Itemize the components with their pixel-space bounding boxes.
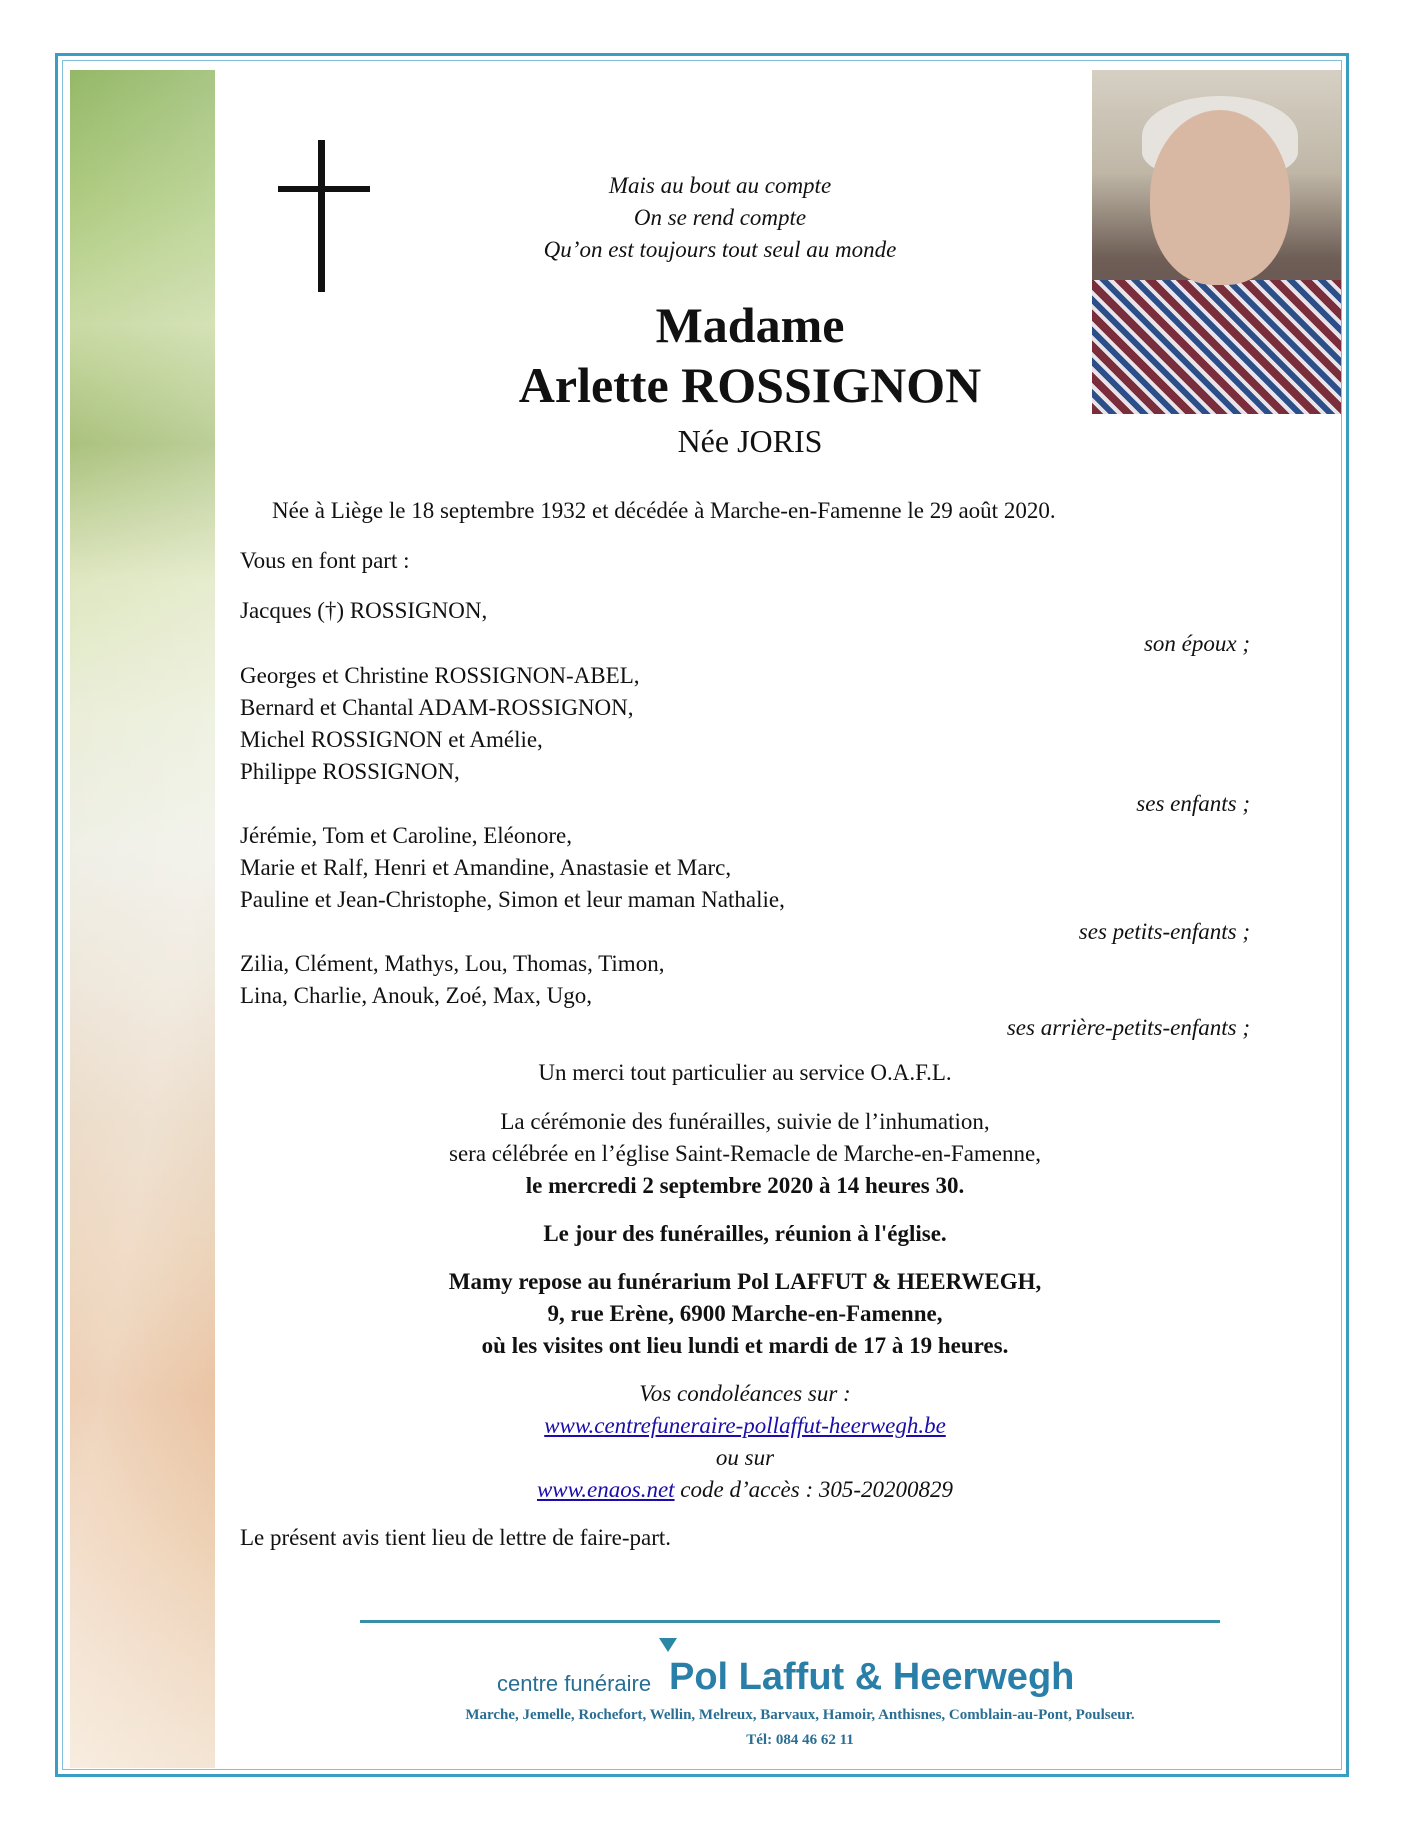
family-name: Georges et Christine ROSSIGNON-ABEL,: [240, 663, 640, 688]
quote-line: Qu’on est toujours tout seul au monde: [543, 237, 897, 262]
birth-death-line: Née à Liège le 18 septembre 1932 et décédée à Marche-en-Famenne le 29 août 2020.: [272, 498, 1056, 523]
ceremony-line: La cérémonie des funérailles, suivie de l’inhumation,: [500, 1109, 990, 1134]
quote-line: Mais au bout au compte: [608, 173, 832, 198]
condolences-label: Vos condoléances sur :: [639, 1381, 851, 1406]
family-name: Philippe ROSSIGNON,: [240, 759, 460, 784]
logo-big-text: Pol Laffut & Heerwegh: [669, 1656, 1075, 1698]
family-name: Lina, Charlie, Anouk, Zoé, Max, Ugo,: [240, 983, 592, 1008]
maiden-name: Née JORIS: [677, 423, 823, 459]
children-block: [240, 660, 1250, 788]
great-grandchildren-block: [240, 948, 1250, 1012]
ceremony-line: sera célébrée en l’église Saint-Remacle de Marche-en-Famenne,: [449, 1141, 1041, 1166]
deceased-name: [300, 295, 1200, 415]
family-name: Pauline et Jean-Christophe, Simon et leur maman Nathalie,: [240, 887, 785, 912]
meeting-note: Le jour des funérailles, réunion à l'église.: [543, 1221, 947, 1246]
or-label: ou sur: [715, 1445, 775, 1470]
thanks: Un merci tout particulier au service O.A.F.L.: [538, 1060, 952, 1085]
family-name: Zilia, Clément, Mathys, Lou, Thomas, Timon,: [240, 951, 665, 976]
ceremony-date: le mercredi 2 septembre 2020 à 14 heures 30.: [525, 1173, 965, 1198]
funeral-home-link[interactable]: www.centrefuneraire-pollaffut-heerwegh.be: [544, 1413, 946, 1438]
forest-path-image: [70, 70, 215, 1768]
triangle-marker-icon: [659, 1638, 677, 1652]
title-line: Madame: [655, 297, 845, 353]
funerarium-block: [240, 1266, 1250, 1362]
family-role: son époux ;: [1143, 631, 1250, 656]
family-role: ses petits-enfants ;: [1078, 919, 1250, 944]
access-code: code d’accès : 305-20200829: [674, 1477, 954, 1502]
condolences-block: [240, 1378, 1250, 1506]
family-role: ses arrière-petits-enfants ;: [1006, 1015, 1250, 1040]
funerarium-line: 9, rue Erène, 6900 Marche-en-Famenne,: [547, 1301, 943, 1326]
spouse-block: [240, 595, 1250, 627]
latin-cross-icon: [278, 140, 370, 292]
title-line: Arlette ROSSIGNON: [518, 357, 982, 413]
quote-line: On se rend compte: [633, 205, 807, 230]
grandchildren-block: [240, 820, 1250, 916]
footer-divider: [360, 1620, 1220, 1623]
family-name: Bernard et Chantal ADAM-ROSSIGNON,: [240, 695, 634, 720]
enaos-link[interactable]: www.enaos.net: [536, 1477, 675, 1502]
family-name: Michel ROSSIGNON et Amélie,: [240, 727, 543, 752]
family-name: Marie et Ralf, Henri et Amandine, Anastasie et Marc,: [240, 855, 732, 880]
funerarium-line: où les visites ont lieu lundi et mardi de 17 à 19 heures.: [481, 1333, 1009, 1358]
family-name: Jacques (†) ROSSIGNON,: [240, 598, 488, 623]
phone-number: Tél: 084 46 62 11: [746, 1732, 854, 1748]
quote-block: [420, 170, 1020, 266]
funeral-home-logo: [497, 1656, 1097, 1702]
intro: Vous en font part :: [240, 548, 410, 573]
family-name: Jérémie, Tom et Caroline, Eléonore,: [240, 823, 572, 848]
closing-note: Le présent avis tient lieu de lettre de faire-part.: [240, 1525, 672, 1550]
logo-small-text: centre funéraire: [497, 1671, 652, 1696]
locations-list: Marche, Jemelle, Rochefort, Wellin, Melreux, Barvaux, Hamoir, Anthisnes, Comblain-au-Pont, Poulseur.: [465, 1707, 1135, 1723]
family-role: ses enfants ;: [1136, 791, 1250, 816]
ceremony-block: [240, 1106, 1250, 1202]
funerarium-line: Mamy repose au funérarium Pol LAFFUT & HEERWEGH,: [448, 1269, 1042, 1294]
